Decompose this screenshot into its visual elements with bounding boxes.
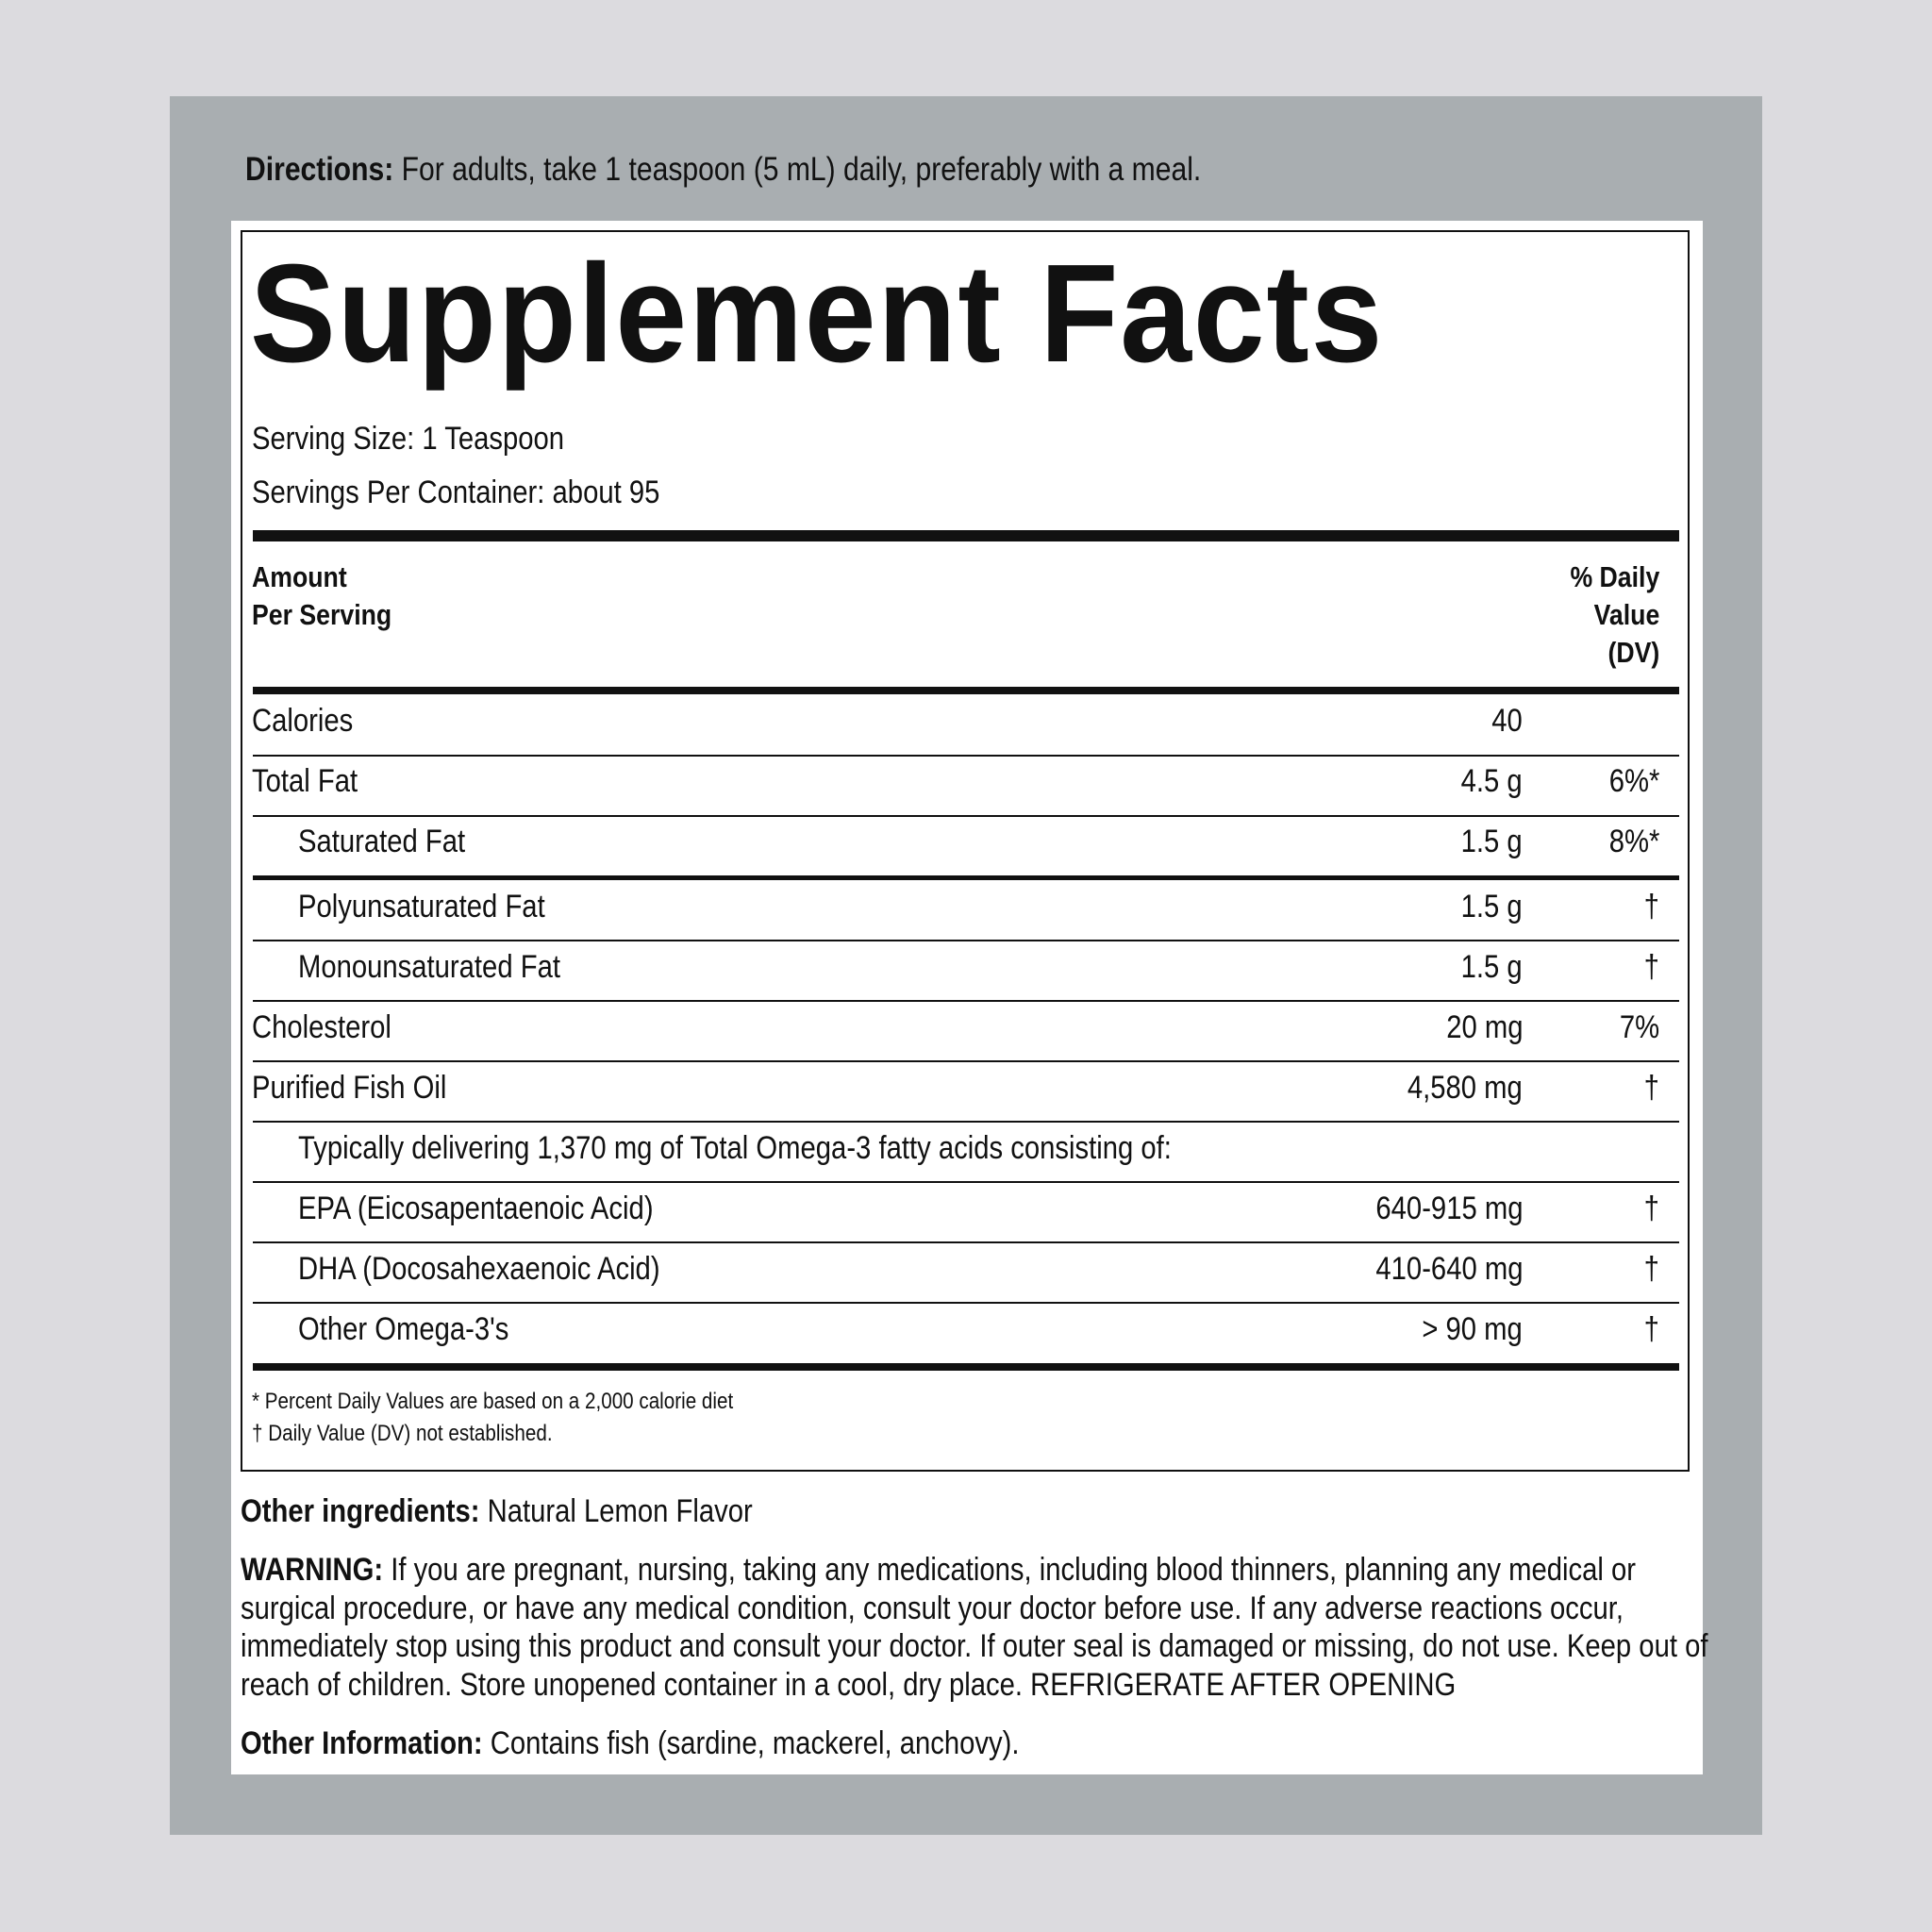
row-amount: 1.5 g (1460, 949, 1523, 985)
divider-medium (253, 1363, 1679, 1371)
row-name: Other Omega-3's (298, 1311, 509, 1347)
header-dv-abbrev-line: (DV) (1607, 636, 1659, 669)
warning-line: immediately stop using this product and consult your doctor. If outer seal is damaged or missing, do not use. Keep out of (241, 1628, 1708, 1664)
row-name: Saturated Fat (298, 824, 466, 859)
row-amount: 40 (1491, 703, 1523, 739)
other-information-text: Contains fish (sardine, mackerel, anchovy). (490, 1725, 1020, 1761)
row-dv: † (1643, 1070, 1659, 1106)
row-name: Typically delivering 1,370 mg of Total Omega-3 fatty acids consisting of: (298, 1130, 1172, 1166)
supplement-facts-title: Supplement Facts (250, 236, 1385, 391)
row-amount: 4,580 mg (1407, 1070, 1523, 1106)
row-name: Total Fat (252, 763, 358, 799)
row-dv: † (1643, 949, 1659, 985)
row-dv: 8%* (1608, 824, 1659, 859)
serving-size: Serving Size: 1 Teaspoon (252, 421, 565, 457)
row-dv: † (1643, 1191, 1659, 1226)
row-name: Calories (252, 703, 354, 739)
row-name: Cholesterol (252, 1009, 391, 1045)
other-ingredients-text: Natural Lemon Flavor (487, 1493, 753, 1529)
servings-per-container: Servings Per Container: about 95 (252, 475, 660, 510)
row-dv: 6%* (1608, 763, 1659, 799)
row-name: Polyunsaturated Fat (298, 889, 545, 924)
row-divider (253, 755, 1679, 757)
divider-medium (253, 687, 1679, 694)
row-amount: 4.5 g (1460, 763, 1523, 799)
row-divider-medium (253, 875, 1679, 880)
directions-label: Directions: (245, 151, 394, 188)
row-name: Monounsaturated Fat (298, 949, 560, 985)
header-value-line: Value (1593, 598, 1659, 631)
row-divider (253, 815, 1679, 817)
directions (245, 151, 1201, 189)
daily-value-header (1570, 558, 1659, 672)
row-divider (253, 1241, 1679, 1243)
row-name: Purified Fish Oil (252, 1070, 447, 1106)
row-amount: 1.5 g (1460, 889, 1523, 924)
row-amount: > 90 mg (1422, 1311, 1523, 1347)
row-amount: 410-640 mg (1374, 1251, 1523, 1287)
directions-text: For adults, take 1 teaspoon (5 mL) daily, preferably with a meal. (401, 151, 1202, 188)
footnote-dv-not-established: † Daily Value (DV) not established. (252, 1421, 553, 1446)
other-ingredients (241, 1492, 753, 1531)
row-amount: 1.5 g (1460, 824, 1523, 859)
warning-label: WARNING: (241, 1552, 384, 1588)
row-divider (253, 1302, 1679, 1304)
row-divider (253, 1060, 1679, 1062)
row-dv: † (1643, 1311, 1659, 1347)
header-dv-line: % Daily (1570, 560, 1659, 593)
divider-thick (253, 530, 1679, 541)
row-amount: 20 mg (1445, 1009, 1523, 1045)
other-ingredients-label: Other ingredients: (241, 1493, 480, 1529)
other-information (241, 1724, 1019, 1763)
warning-line: surgical procedure, or have any medical condition, consult your doctor before use. If any adverse reactions occur, (241, 1590, 1624, 1626)
row-divider (253, 1000, 1679, 1002)
header-per-serving-line: Per Serving (252, 598, 392, 631)
row-dv: † (1643, 889, 1659, 924)
row-divider (253, 1121, 1679, 1123)
row-name: EPA (Eicosapentaenoic Acid) (298, 1191, 654, 1226)
warning-line: If you are pregnant, nursing, taking any medications, including blood thinners, planning any medical or (391, 1552, 1637, 1588)
row-dv: 7% (1619, 1009, 1659, 1045)
other-information-label: Other Information: (241, 1725, 483, 1761)
row-amount: 640-915 mg (1374, 1191, 1523, 1226)
header-amount-line: Amount (252, 560, 347, 593)
footnote-daily-values: * Percent Daily Values are based on a 2,000 calorie diet (252, 1389, 734, 1414)
amount-per-serving-header (252, 558, 391, 634)
row-divider (253, 940, 1679, 941)
warning-line: reach of children. Store unopened container in a cool, dry place. REFRIGERATE AFTER OPENING (241, 1666, 1457, 1703)
row-divider (253, 1181, 1679, 1183)
row-name: DHA (Docosahexaenoic Acid) (298, 1251, 660, 1287)
warning-paragraph (241, 1551, 1707, 1704)
row-dv: † (1643, 1251, 1659, 1287)
